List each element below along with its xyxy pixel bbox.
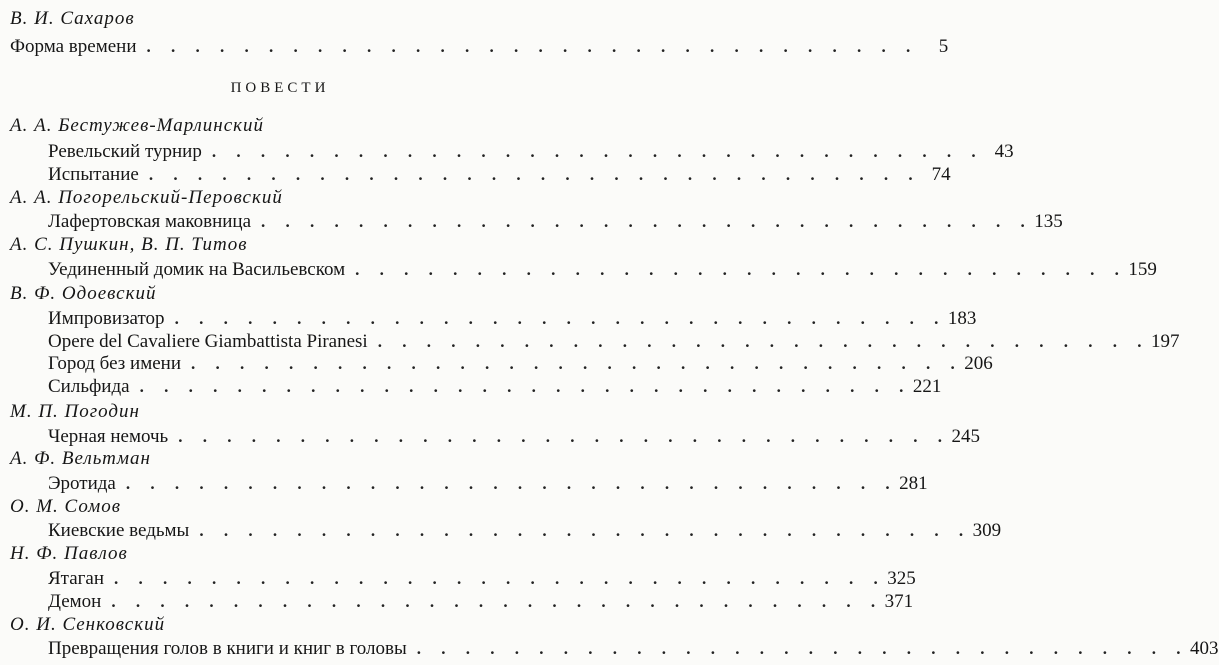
work-title: Город без имени <box>48 353 181 374</box>
toc-entry <box>48 259 1157 281</box>
toc-entry <box>48 353 993 375</box>
work-title: Ревельский турнир <box>48 141 202 162</box>
author-name: А. А. Бестужев-Марлинский <box>10 115 265 136</box>
leader-dots: . . . . . . . . . . . . . . . . . . . . . . . . . . . . . . . . <box>190 354 963 373</box>
toc-entry <box>48 211 1063 233</box>
toc-entry <box>48 473 928 495</box>
leader-dots: . . . . . . . . . . . . . . . . . . . . . . . . . . . . . . . . <box>211 142 984 161</box>
author-name: О. М. Сомов <box>10 496 122 517</box>
toc-entry <box>10 36 949 58</box>
author-name: Н. Ф. Павлов <box>10 543 128 564</box>
author-name: В. Ф. Одоевский <box>10 283 157 304</box>
leader-dots: . . . . . . . . . . . . . . . . . . . . . . . . . . . . . . . . <box>139 377 912 396</box>
toc-entry <box>48 331 1180 353</box>
page-number: 325 <box>887 568 916 589</box>
toc-entry <box>48 591 914 613</box>
page-number: 221 <box>912 376 942 397</box>
work-title: Превращения голов в книги и книг в головы <box>48 638 407 659</box>
work-title: Импровизатор <box>48 308 165 329</box>
page-number: 403 <box>1190 638 1219 659</box>
work-title: Ятаган <box>48 568 105 589</box>
page-number: 183 <box>947 308 977 329</box>
page-number: 197 <box>1150 331 1180 352</box>
work-title: Сильфида <box>48 376 130 397</box>
author-name: А. С. Пушкин, В. П. Титов <box>10 234 248 255</box>
leader-dots: . . . . . . . . . . . . . . . . . . . . . . . . . . . . . . . . <box>178 427 950 446</box>
leader-dots: . . . . . . . . . . . . . . . . . . . . . . . . . . . . . . . . <box>111 592 884 611</box>
leader-dots: . . . . . . . . . . . . . . . . . . . . . . . . . . . . . . . . <box>174 309 947 328</box>
leader-dots: . . . . . . . . . . . . . . . . . . . . . . . . . . . . . . . . <box>199 521 972 540</box>
leader-dots: . . . . . . . . . . . . . . . . . . . . . . . . . . . . . . . . <box>261 212 1033 231</box>
leader-dots: . . . . . . . . . . . . . . . . . . . . . . . . . . . . . . . . <box>146 37 919 56</box>
toc-entry <box>48 308 977 330</box>
leader-dots: . . . . . . . . . . . . . . . . . . . . . . . . . . . . . . . . <box>377 332 1150 351</box>
page-number: 245 <box>951 426 980 447</box>
work-title: Киевские ведьмы <box>48 520 190 541</box>
page-number: 371 <box>884 591 914 612</box>
work-title: Лафертовская маковница <box>48 211 252 232</box>
work-title: Уединенный домик на Васильевском <box>48 259 346 280</box>
page-number: 206 <box>964 353 993 374</box>
work-title: Форма времени <box>10 36 137 57</box>
leader-dots: . . . . . . . . . . . . . . . . . . . . . . . . . . . . . . . . <box>114 569 886 588</box>
author-name: А. А. Погорельский-Перовский <box>10 187 283 208</box>
toc-entry <box>48 376 942 398</box>
section-heading: ПОВЕСТИ <box>230 80 330 96</box>
toc-entry <box>48 638 1219 660</box>
page-number: 281 <box>899 473 928 494</box>
work-title: Opere del Cavaliere Giambattista Piranesi <box>48 331 368 352</box>
leader-dots: . . . . . . . . . . . . . . . . . . . . . . . . . . . . . . . . <box>355 260 1127 279</box>
work-title: Эротида <box>48 473 116 494</box>
leader-dots: . . . . . . . . . . . . . . . . . . . . . . . . . . . . . . . . <box>416 639 1189 658</box>
work-title: Черная немочь <box>48 426 169 447</box>
toc-entry <box>48 141 1014 163</box>
page-number: 74 <box>931 164 951 185</box>
page-number: 135 <box>1034 211 1063 232</box>
work-title: Демон <box>48 591 102 612</box>
author-name: В. И. Сахаров <box>10 8 135 29</box>
page-number: 5 <box>938 36 949 57</box>
toc-entry <box>48 520 1002 542</box>
author-name: М. П. Погодин <box>10 401 140 422</box>
leader-dots: . . . . . . . . . . . . . . . . . . . . . . . . . . . . . . . . <box>148 165 921 184</box>
toc-entry <box>48 164 951 186</box>
author-name: А. Ф. Вельтман <box>10 448 151 469</box>
page-number: 309 <box>972 520 1002 541</box>
page-number: 159 <box>1128 259 1157 280</box>
page-number: 43 <box>994 141 1014 162</box>
toc-entry <box>48 568 916 590</box>
author-name: О. И. Сенковский <box>10 614 166 635</box>
work-title: Испытание <box>48 164 139 185</box>
leader-dots: . . . . . . . . . . . . . . . . . . . . . . . . . . . . . . . . <box>125 474 898 493</box>
toc-entry <box>48 426 980 448</box>
